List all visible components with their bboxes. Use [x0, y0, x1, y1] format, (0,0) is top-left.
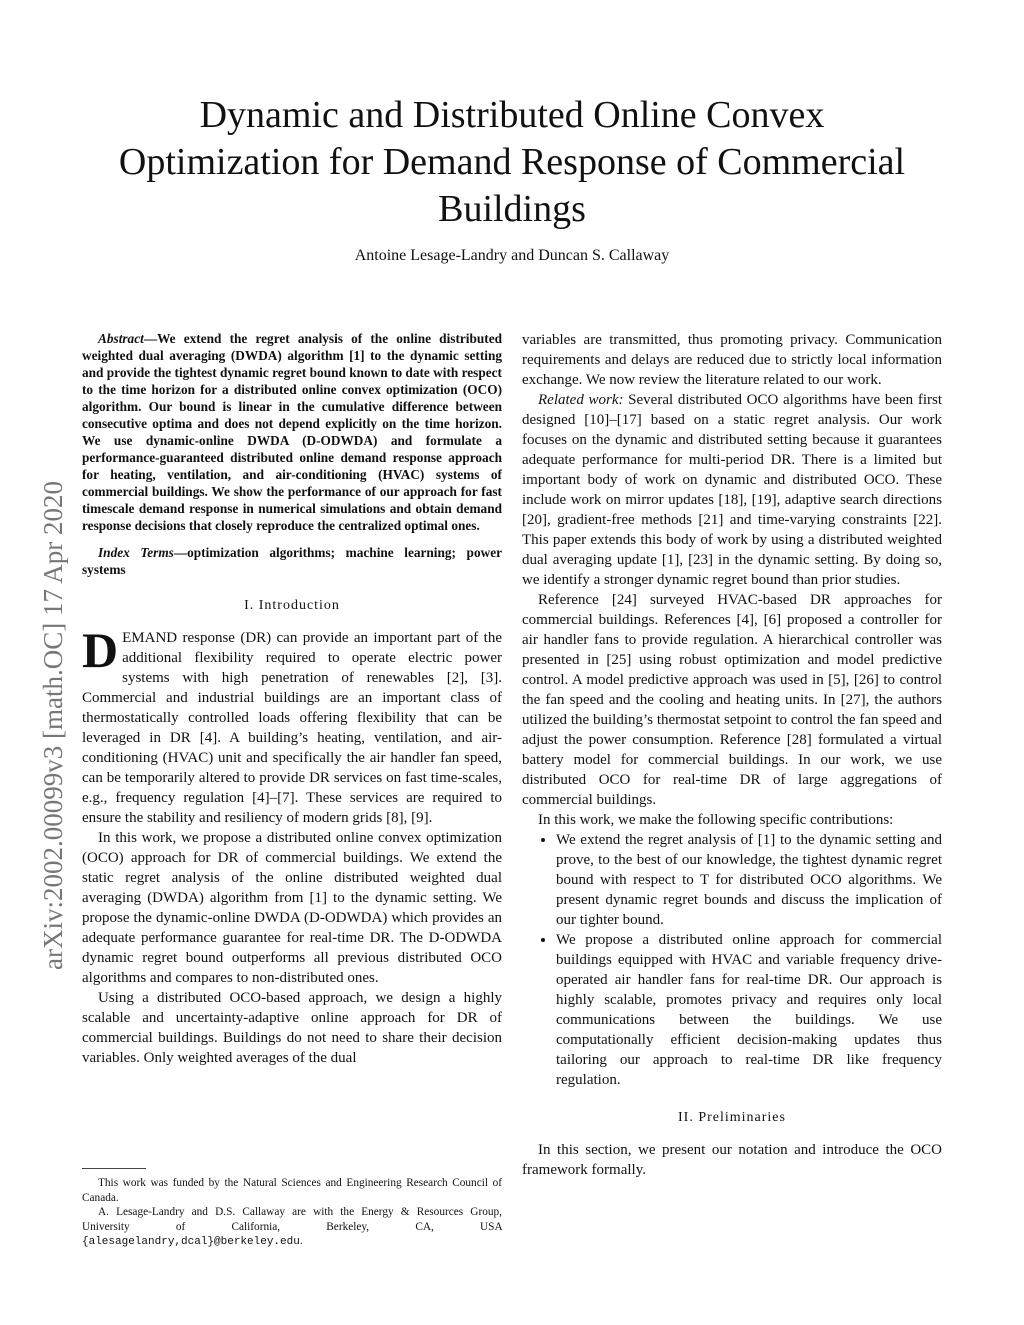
- intro-paragraph-1-text: EMAND response (DR) can provide an important part of the additional flexibility required to operate electric power systems with high penetration of renewables [2], [3]. Commercial and industrial buildings are an important class of thermostatically controlled loads offering flexibility that can be leveraged in DR [4]. A building’s heating, ventilation, and air-conditioning (HVAC) unit and specifically the air handler fan speed, can be temporarily altered to provide DR services on fast time-scales, e.g., frequency regulation [4]–[7]. These services are required to ensure the stability and resiliency of modern grids [8], [9].: [82, 630, 502, 826]
- footnote-affiliation-text: A. Lesage-Landry and D.S. Callaway are with the Energy & Resources Group, University of California, Berkeley, CA, USA: [82, 1206, 502, 1233]
- hvac-review-paragraph: Reference [24] surveyed HVAC-based DR approaches for commercial buildings. References [4], [6] proposed a controller for air handler fans to provide regulation. A hierarchical controller was presented in [25] using robust optimization and model predictive control. A model predictive approach was used in [5], [26] to control the fan speed and the cooling and heating units. In [27], the authors utilized the building’s thermostat setpoint to control the fan speed and adjust the power consumption. Reference [28] formulated a virtual battery model for commercial buildings. In our work, we use distributed OCO for real-time DR of large aggregations of commercial buildings.: [522, 592, 942, 808]
- section-heading-preliminaries: II. Preliminaries: [678, 1110, 786, 1125]
- related-work-label: Related work:: [538, 392, 624, 408]
- index-terms-label: Index Terms: [98, 545, 174, 560]
- section-heading-introduction: I. Introduction: [244, 598, 340, 613]
- right-column: [522, 330, 942, 1180]
- related-work-text: Several distributed OCO algorithms have been first designed [10]–[17] based on a static regret analysis. Our work focuses on the dynamic and distributed setting because it guarantees adequate performance for multi-period DR. There is a limited but important body of work on dynamic and distributed OCO. These include work on mirror updates [18], [19], adaptive search directions [20], gradient-free methods [21] and time-varying constraints [22]. This paper extends this body of work by using a distributed weighted dual averaging update [1], [23] in the dynamic setting. By doing so, we identify a stronger dynamic regret bound than prior studies.: [522, 392, 943, 588]
- intro-paragraph-2: In this work, we propose a distributed online convex optimization (OCO) approach for DR of commercial buildings. We extend the static regret analysis of the online distributed weighted dual averaging (DWDA) algorithm from [1] to the dynamic setting. We propose the dynamic-online DWDA (D-ODWDA) which provides an adequate performance guarantee for real-time DR. The D-ODWDA dynamic regret bound outperforms all previous distributed OCO algorithms and compares to non-distributed ones.: [82, 830, 502, 986]
- contribution-item: • We extend the regret analysis of [1] to the dynamic setting and prove, to the best of our knowledge, the tightest dynamic regret bound with respect to T for distributed OCO algorithms. We present dynamic regret bounds and discuss the implication of our tighter bound.: [556, 830, 942, 930]
- related-work-paragraph: [522, 390, 942, 590]
- arxiv-identifier: arXiv:2002.00099v3 [math.OC] 17 Apr 2020: [38, 481, 68, 970]
- continuation-paragraph: variables are transmitted, thus promoting privacy. Communication requirements and delays are reduced due to strictly local information exchange. We now review the literature related to our work.: [522, 332, 942, 388]
- author-email[interactable]: {alesagelandry,dcal}@berkeley.edu: [82, 1236, 300, 1248]
- index-terms-text: —optimization algorithms; machine learning; power systems: [82, 545, 502, 577]
- drop-cap: D: [82, 622, 119, 678]
- intro-paragraph-1: [82, 622, 502, 828]
- paper-title: Dynamic and Distributed Online Convex Optimization for Demand Response of Commercial Buildings: [118, 94, 906, 230]
- abstract-text: —We extend the regret analysis of the online distributed weighted dual averaging (DWDA) algorithm [1] to the dynamic setting and provide the tightest dynamic regret bound known to date with respect to the time horizon for a distributed online convex optimization (OCO) algorithm. Our bound is linear in the cumulative difference between consecutive optima and does not depend explicitly on the time horizon. We use dynamic-online DWDA (D-ODWDA) and formulate a performance-guaranteed distributed online demand response approach for heating, ventilation, and air-conditioning (HVAC) systems of commercial buildings. We show the performance of our approach for fast timescale demand response in numerical simulations and obtain demand response decisions that closely reproduce the centralized optimal ones.: [82, 331, 502, 533]
- contributions-list: [522, 830, 942, 1090]
- footnote-funding: This work was funded by the Natural Sciences and Engineering Research Council of Canada.: [82, 1177, 502, 1204]
- left-column: [82, 330, 502, 1068]
- preliminaries-paragraph: In this section, we present our notation and introduce the OCO framework formally.: [522, 1142, 942, 1178]
- index-terms: [82, 544, 502, 578]
- abstract: [82, 330, 502, 534]
- contributions-intro: In this work, we make the following specific contributions:: [538, 812, 894, 828]
- footnote-period: .: [299, 1235, 303, 1247]
- footnotes: [82, 1176, 502, 1250]
- intro-paragraph-3: Using a distributed OCO-based approach, we design a highly scalable and uncertainty-adaptive online approach for DR of commercial buildings. Buildings do not need to share their decision variables. Only weighted averages of the dual: [82, 990, 502, 1066]
- author-list: Antoine Lesage-Landry and Duncan S. Callaway: [354, 247, 670, 264]
- paper-header: [112, 92, 912, 265]
- footnote-affiliation: [82, 1205, 502, 1250]
- abstract-label: Abstract: [98, 331, 144, 346]
- contribution-item: • We propose a distributed online approach for commercial buildings equipped with HVAC and variable frequency drive-operated air handler fans for real-time DR. Our approach is highly scalable, promotes privacy and requires only local communications between the buildings. We use computationally efficient decision-making updates thus tailoring our approach to real-time DR like frequency regulation.: [556, 930, 942, 1090]
- footnote-divider: [82, 1168, 146, 1169]
